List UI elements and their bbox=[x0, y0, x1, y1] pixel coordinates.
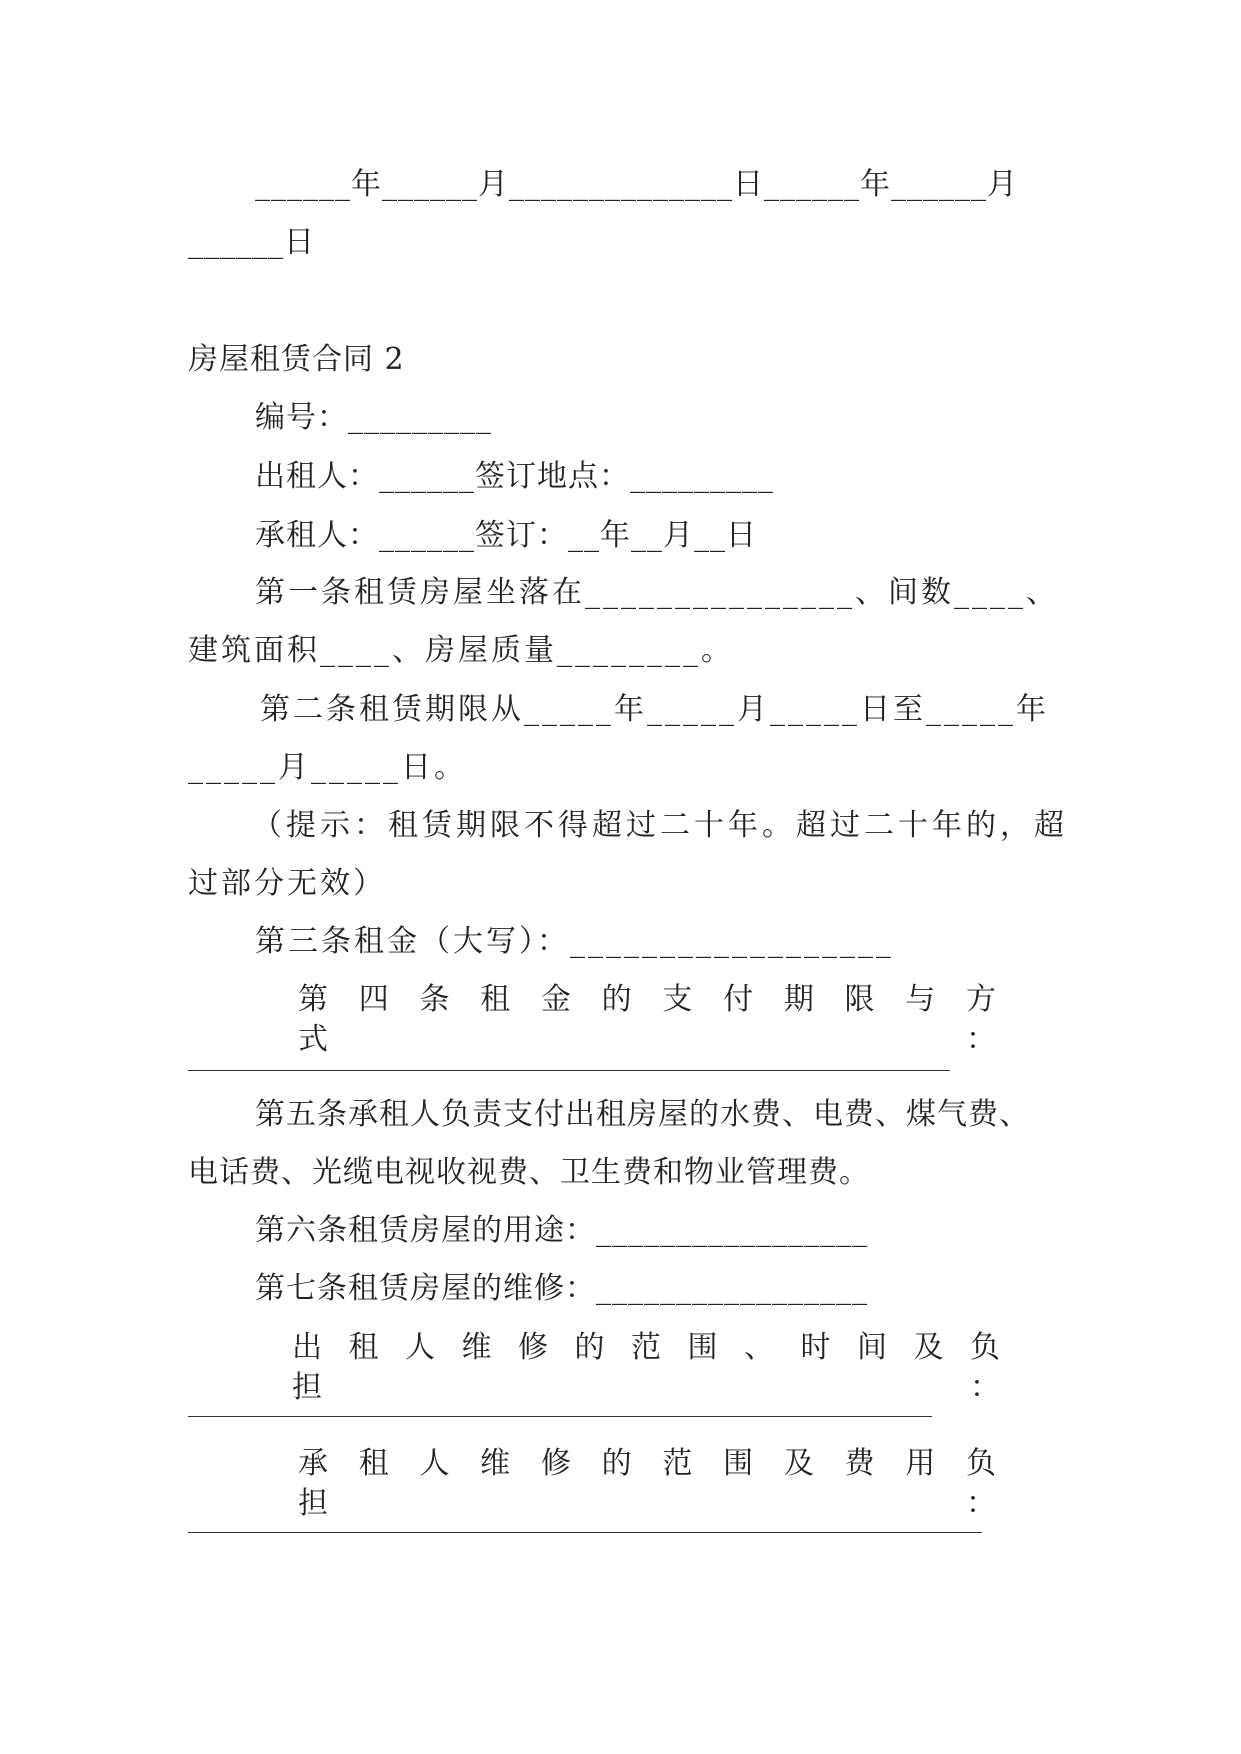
article-4-blank-line bbox=[188, 1070, 950, 1071]
contract-number: 编号：_________ bbox=[255, 400, 492, 435]
tip-line-1: （提示：租赁期限不得超过二十年。超过二十年的，超 bbox=[252, 808, 1068, 843]
article-5-line-2: 电话费、光缆电视收视费、卫生费和物业管理费。 bbox=[188, 1155, 870, 1190]
lessor-repair-blank-line bbox=[188, 1416, 932, 1417]
article-1-line-2: 建筑面积____、房屋质量________。 bbox=[188, 633, 734, 668]
lessee-line: 承租人：______签订：__年__月__日 bbox=[255, 518, 757, 553]
article-4-text: 第四条租金的支付期限与方式： bbox=[298, 982, 1026, 1057]
date-line-1: ______年______月______________日______年______月 bbox=[255, 167, 1018, 202]
article-3: 第三条租金（大写）：__________________ bbox=[255, 924, 894, 959]
lessee-repair-blank-line bbox=[188, 1532, 982, 1533]
date-line-2: ______日 bbox=[188, 225, 315, 260]
contract-title: 房屋租赁合同 2 bbox=[188, 342, 405, 377]
lessor-repair-text: 出租人维修的范围、时间及负担： bbox=[292, 1330, 1026, 1405]
article-1-line-1: 第一条租赁房屋坐落在_______________、间数____、 bbox=[255, 575, 1059, 610]
lessor-line: 出租人：______签订地点：_________ bbox=[255, 459, 774, 494]
article-2-line-1: 第二条租赁期限从_____年_____月_____日至_____年 bbox=[260, 692, 1049, 727]
article-6: 第六条租赁房屋的用途：_________________ bbox=[255, 1213, 868, 1248]
article-4 bbox=[0, 980, 1241, 1060]
tip-line-2: 过部分无效） bbox=[188, 866, 386, 901]
article-7: 第七条租赁房屋的维修：_________________ bbox=[255, 1271, 868, 1306]
lessee-repair bbox=[0, 1444, 1241, 1524]
article-2-line-2: _____月_____日。 bbox=[188, 750, 467, 785]
lessor-repair bbox=[0, 1328, 1241, 1408]
article-5-line-1: 第五条承租人负责支付出租房屋的水费、电费、煤气费、 bbox=[255, 1097, 1030, 1132]
lessee-repair-text: 承租人维修的范围及费用负担： bbox=[298, 1446, 1026, 1521]
